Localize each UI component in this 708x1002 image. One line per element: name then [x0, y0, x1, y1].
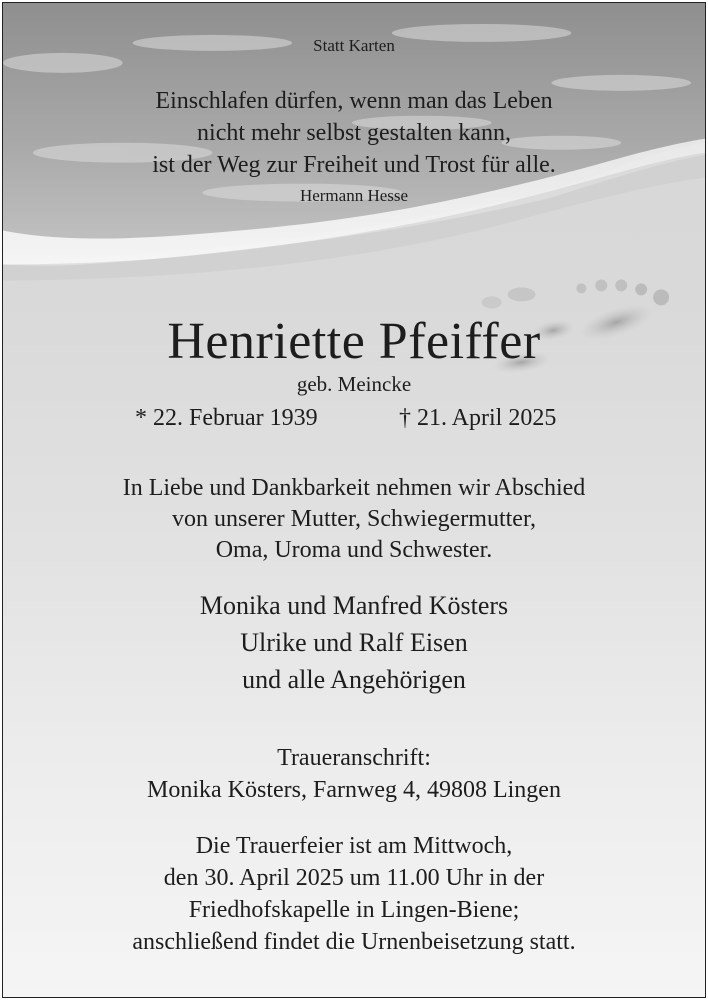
ceremony-line: den 30. April 2025 um 11.00 Uhr in der [163, 865, 545, 891]
birth-date: * 22. Februar 1939 [135, 405, 318, 431]
statt-karten-text: Statt Karten [313, 36, 395, 55]
deceased-name: Henriette Pfeiffer [167, 313, 541, 370]
message-line: In Liebe und Dankbarkeit nehmen wir Abschied [122, 475, 586, 501]
birth-name: geb. Meincke [296, 372, 412, 396]
quote-line: Einschlafen dürfen, wenn man das Leben [155, 88, 553, 114]
mourner-line: Monika und Manfred Kösters [199, 591, 509, 620]
obituary-card [2, 2, 706, 998]
mourner-line: und alle Angehörigen [242, 665, 466, 694]
quote-author: Hermann Hesse [299, 186, 409, 205]
ceremony-line: Friedhofskapelle in Lingen-Biene; [188, 897, 520, 923]
message-line: Oma, Uroma und Schwester. [215, 537, 493, 563]
message-line: von unserer Mutter, Schwiegermutter, [172, 506, 536, 532]
ceremony-line: anschließend findet die Urnenbeisetzung statt. [132, 929, 576, 955]
address-value: Monika Kösters, Farnweg 4, 49808 Lingen [147, 777, 561, 803]
quote-line: nicht mehr selbst gestalten kann, [197, 120, 511, 146]
death-date: † 21. April 2025 [399, 405, 557, 431]
ceremony-line: Die Trauerfeier ist am Mittwoch, [195, 833, 513, 859]
address-label: Traueranschrift: [277, 745, 431, 771]
mourner-line: Ulrike und Ralf Eisen [240, 628, 468, 657]
quote-line: ist der Weg zur Freiheit und Trost für alle. [152, 152, 556, 178]
